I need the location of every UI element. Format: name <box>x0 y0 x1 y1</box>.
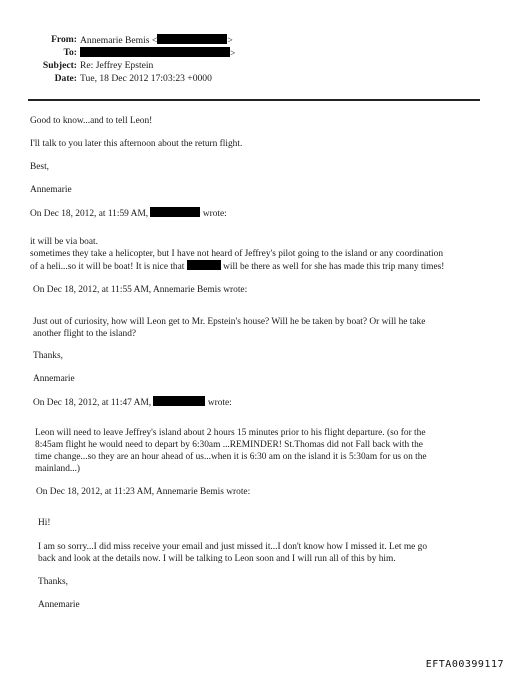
redaction-box <box>80 47 230 57</box>
quote-text: will be there as well for she has made this trip many times! <box>223 262 445 272</box>
header-divider <box>28 99 480 101</box>
quote-line <box>30 260 444 273</box>
quote-line: Hi! <box>38 518 51 528</box>
date-label: Date: <box>54 73 77 84</box>
quote-header <box>33 396 232 409</box>
quote-header: On Dec 18, 2012, at 11:23 AM, Annemarie Bemis wrote: <box>36 487 251 497</box>
signature: Annemarie <box>30 185 72 195</box>
quote-line: mainland...) <box>35 464 81 474</box>
quote-header <box>30 207 227 220</box>
bates-number: EFTA00399117 <box>425 659 504 670</box>
signature: Annemarie <box>38 600 80 610</box>
quote-text: of a heli...so it will be boat! It is nice that <box>30 262 185 272</box>
reply-line: Good to know...and to tell Leon! <box>30 116 153 126</box>
quote-line: back and look at the details now. I will be talking to Leon soon and I will run all of this by him. <box>38 554 396 564</box>
quote-line: Just out of curiosity, how will Leon get to Mr. Epstein's house? Will he be taken by boat? Or will he take <box>33 317 426 327</box>
from-name: Annemarie Bemis < <box>80 35 158 46</box>
redaction-box <box>153 396 205 406</box>
signature: Annemarie <box>33 374 75 384</box>
to-value <box>80 47 235 59</box>
quote-line: Leon will need to leave Jeffrey's island about 2 hours 15 minutes prior to his flight departure. (so for the <box>35 428 426 438</box>
quote-header-text: On Dec 18, 2012, at 11:59 AM, <box>30 209 149 219</box>
quote-header: On Dec 18, 2012, at 11:55 AM, Annemarie Bemis wrote: <box>33 285 248 295</box>
subject-value: Re: Jeffrey Epstein <box>80 60 154 71</box>
date-value: Tue, 18 Dec 2012 17:03:23 +0000 <box>80 73 212 84</box>
quote-line: another flight to the island? <box>33 329 137 339</box>
quote-line: 8:45am flight he would need to depart by 6:30am ...REMINDER! St.Thomas did not Fall back with the <box>35 440 423 450</box>
quote-line: time change...so they are an hour ahead of us...when it is 6:30 am on the island it is 5:30am for us on the <box>35 452 427 462</box>
from-tail: > <box>227 35 233 46</box>
from-value <box>80 34 233 46</box>
redaction-box <box>187 260 221 270</box>
reply-line: I'll talk to you later this afternoon about the return flight. <box>30 139 243 149</box>
quote-header-text: wrote: <box>202 209 227 219</box>
from-label: From: <box>51 34 77 45</box>
quote-line: sometimes they take a helicopter, but I have not heard of Jeffrey's pilot going to the island or any coordination <box>30 249 444 259</box>
quote-line: Thanks, <box>33 351 63 361</box>
redaction-box <box>150 207 200 217</box>
redaction-box <box>157 34 227 44</box>
quote-header-text: On Dec 18, 2012, at 11:47 AM, <box>33 398 152 408</box>
to-label: To: <box>63 47 77 58</box>
quote-line: I am so sorry...I did miss receive your email and just missed it...I don't know how I missed it. Let me go <box>38 542 428 552</box>
quote-header-text: wrote: <box>207 398 232 408</box>
quote-line: it will be via boat. <box>30 237 98 247</box>
to-tail: > <box>230 48 236 59</box>
quote-line: Thanks, <box>38 577 68 587</box>
reply-line: Best, <box>30 162 50 172</box>
subject-label: Subject: <box>42 60 77 71</box>
